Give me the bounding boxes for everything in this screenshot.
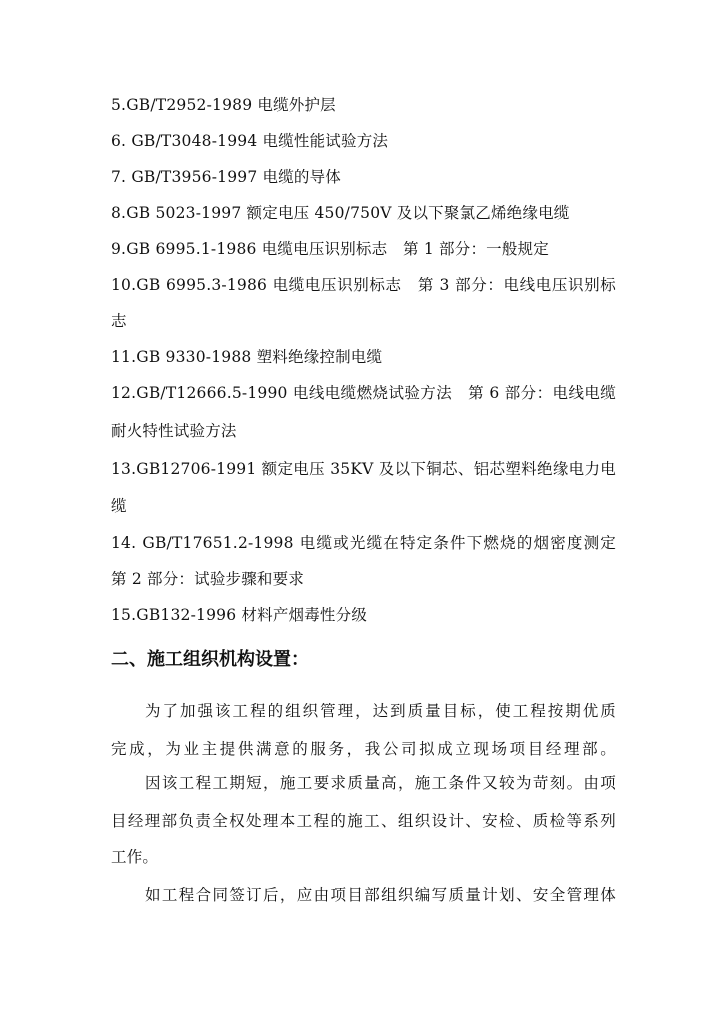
section-heading: 二、施工组织机构设置： <box>111 649 309 670</box>
standard-item-13-continued: 缆 <box>111 497 127 515</box>
standard-item-12: 12.GB/T12666.5-1990 电线电缆燃烧试验方法 第 6 部分：电线电缆 <box>111 384 616 402</box>
standard-item-7: 7. GB/T3956-1997 电缆的导体 <box>111 168 342 186</box>
paragraph-2-line-3: 工作。 <box>111 848 159 866</box>
standard-item-10-continued: 志 <box>111 312 127 330</box>
standard-item-10: 10.GB 6995.3-1986 电缆电压识别标志 第 3 部分：电线电压识别标 <box>111 276 616 294</box>
standard-item-13: 13.GB12706-1991 额定电压 35KV 及以下铜芯、铝芯塑料绝缘电力电 <box>111 460 616 478</box>
paragraph-1-line-1: 为了加强该工程的组织管理，达到质量目标，使工程按期优质 <box>145 702 616 720</box>
standard-item-11: 11.GB 9330-1988 塑料绝缘控制电缆 <box>111 348 383 366</box>
standard-item-5: 5.GB/T2952-1989 电缆外护层 <box>111 96 336 114</box>
standard-item-15: 15.GB132-1996 材料产烟毒性分级 <box>111 606 368 624</box>
paragraph-1-line-2: 完成，为业主提供满意的服务，我公司拟成立现场项目经理部。 <box>111 740 616 758</box>
paragraph-2-line-2: 目经理部负责全权处理本工程的施工、组织设计、安检、质检等系列 <box>111 812 616 830</box>
standard-item-6: 6. GB/T3048-1994 电缆性能试验方法 <box>111 132 389 150</box>
paragraph-3-line-1: 如工程合同签订后，应由项目部组织编写质量计划、安全管理体 <box>145 886 616 904</box>
standard-item-9: 9.GB 6995.1-1986 电缆电压识别标志 第 1 部分：一般规定 <box>111 240 549 258</box>
standard-item-12-continued: 耐火特性试验方法 <box>111 422 237 440</box>
standard-item-14: 14. GB/T17651.2-1998 电缆或光缆在特定条件下燃烧的烟密度测定 <box>111 534 616 552</box>
standard-item-8: 8.GB 5023-1997 额定电压 450/750V 及以下聚氯乙烯绝缘电缆 <box>111 204 570 222</box>
standard-item-14-continued: 第 2 部分：试验步骤和要求 <box>111 570 305 588</box>
paragraph-2-line-1: 因该工程工期短，施工要求质量高，施工条件又较为苛刻。由项 <box>145 774 616 792</box>
